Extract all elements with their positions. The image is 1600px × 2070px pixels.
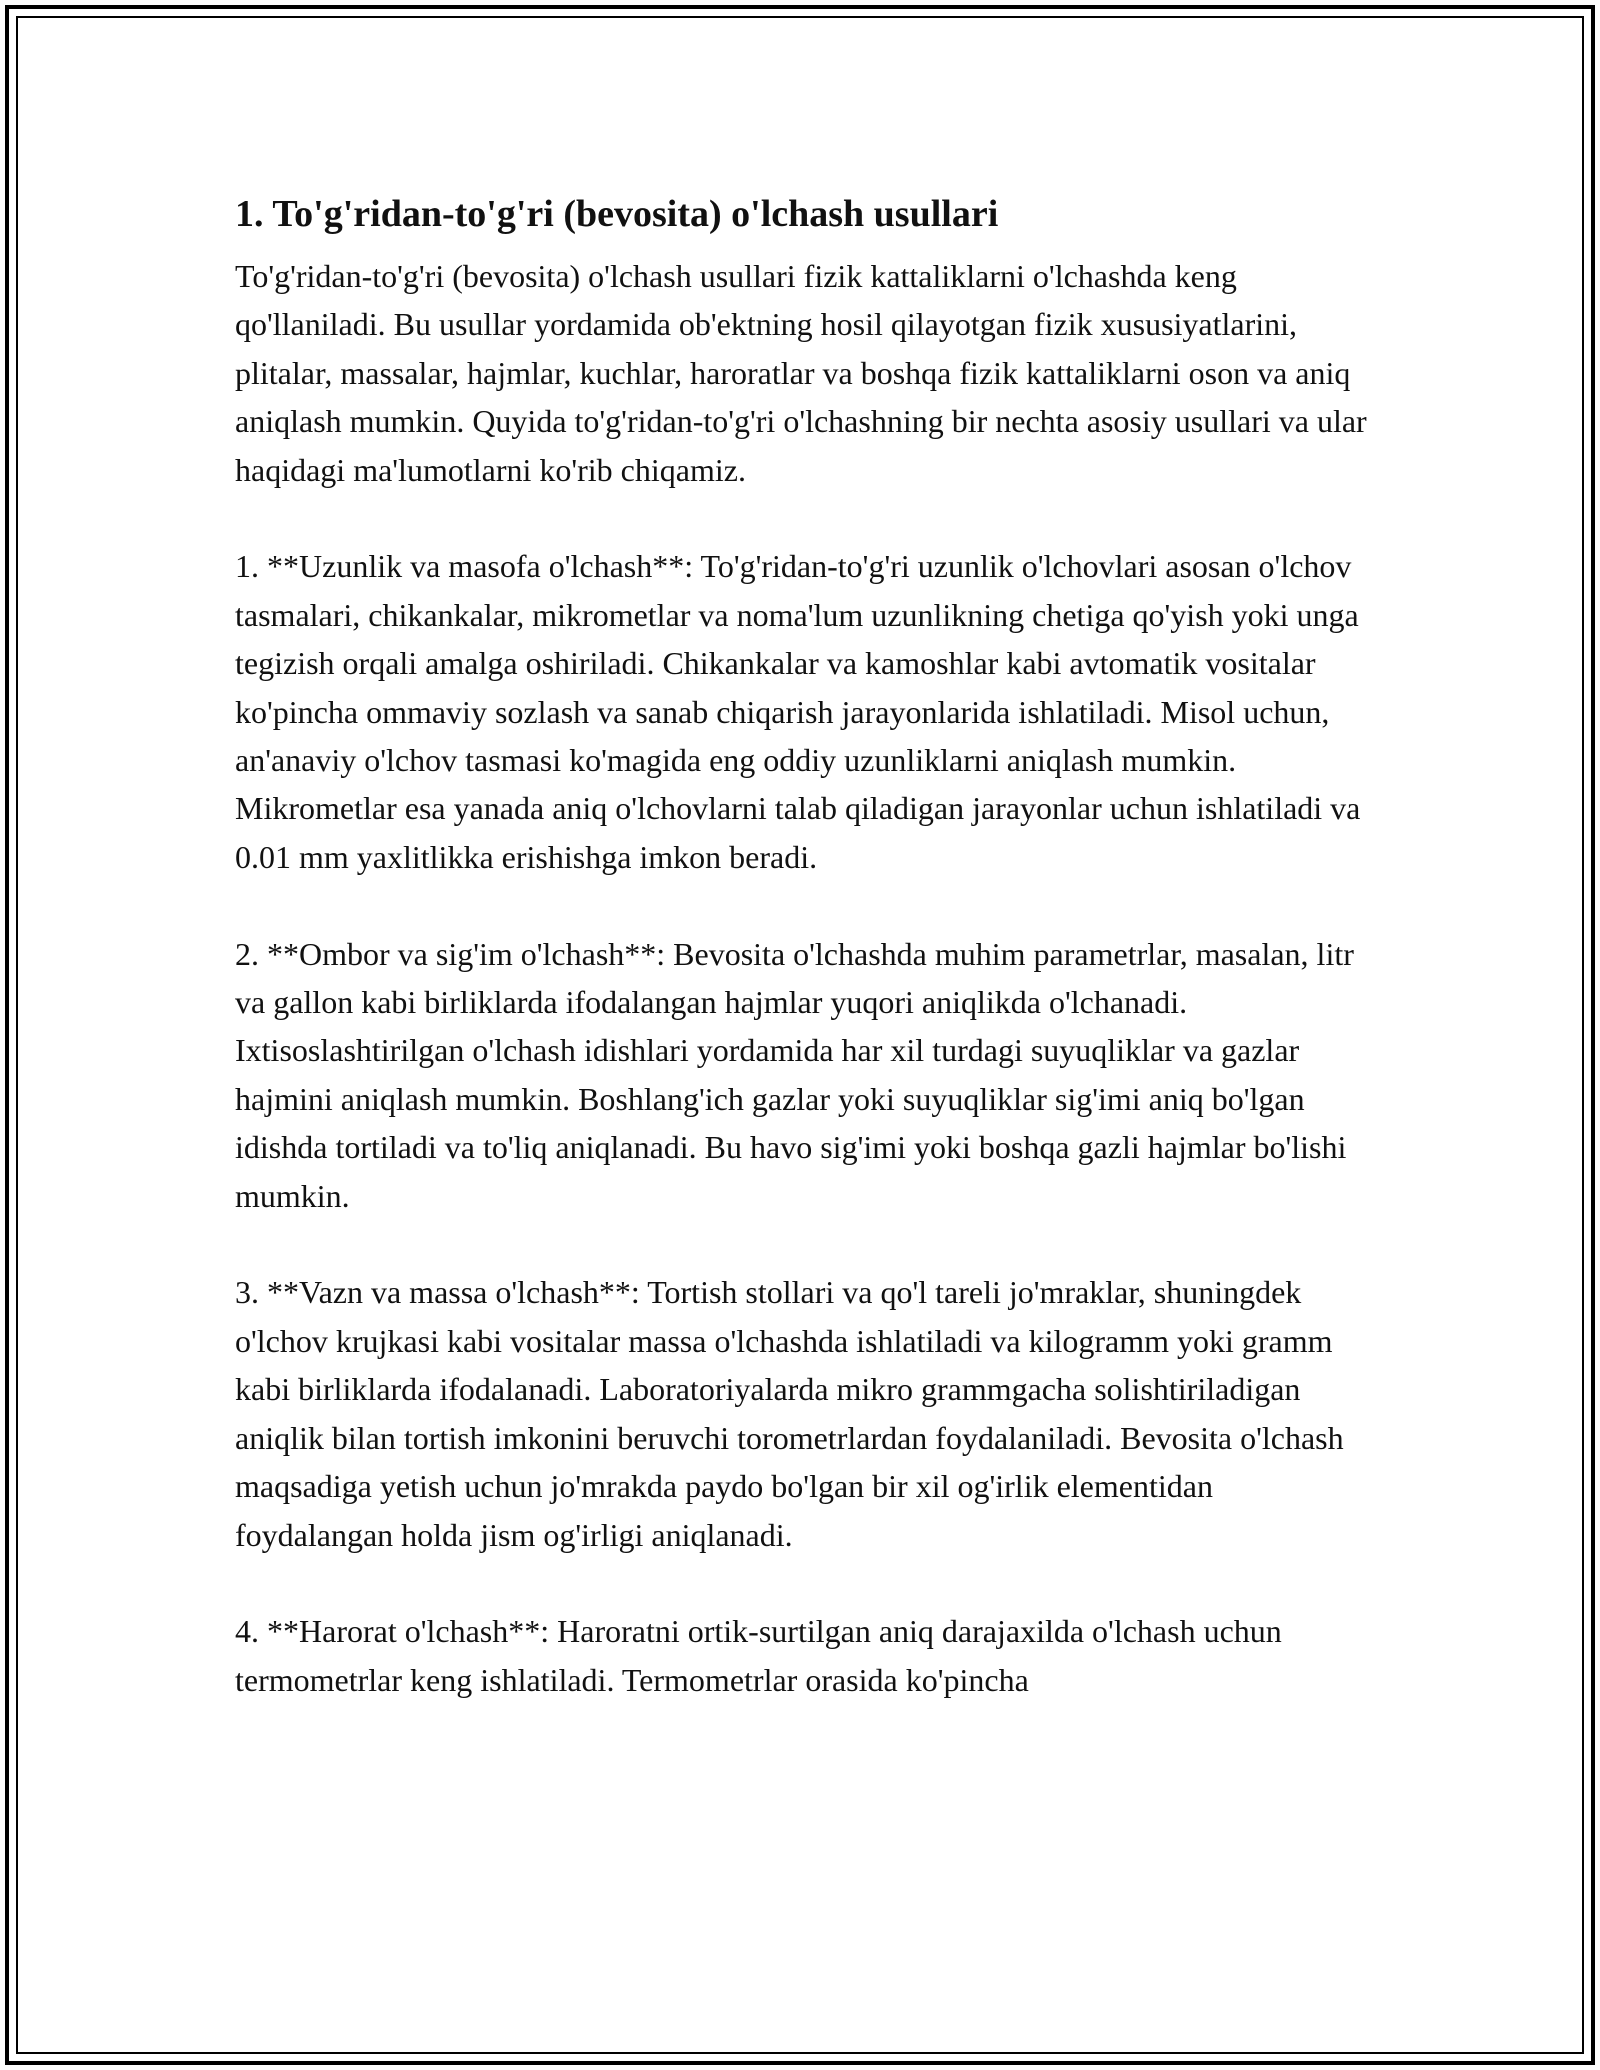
paragraph-volume-measurement: 2. **Ombor va sig'im o'lchash**: Bevosita o'lchashda muhim parametrlar, masalan, litr va gallon kabi birliklarda ifodalangan hajmlar yuqori aniqlikda o'lchanadi. Ixtisoslashtirilgan o'lchash idishlari yordamida har xil turdagi suyuqliklar va gazlar hajmini aniqlash mumkin. Boshlang'ich gazlar yoki suyuqliklar sig'imi aniq bo'lgan idishda tortiladi va to'liq aniqlanadi. Bu havo sig'imi yoki boshqa gazli hajmlar bo'lishi mumkin. bbox=[235, 935, 1354, 1214]
paragraph-intro: To'g'ridan-to'g'ri (bevosita) o'lchash usullari fizik kattaliklarni o'lchashda keng qo'llaniladi. Bu usullar yordamida ob'ektning hosil qilayotgan fizik xususiyatlarini, plitalar, massalar, hajmlar, kuchlar, haroratlar va boshqa fizik kattaliklarni oson va aniq aniqlash mumkin. Quyida to'g'ridan-to'g'ri o'lchashning bir nechta asosiy usullari va ular haqidagi ma'lumotlarni ko'rib chiqamiz. bbox=[235, 258, 1367, 488]
document-body bbox=[235, 186, 1375, 1753]
section-title: 1. To'g'ridan-to'g'ri (bevosita) o'lchash usullari bbox=[235, 193, 999, 235]
paragraph-length-measurement: 1. **Uzunlik va masofa o'lchash**: To'g'ridan-to'g'ri uzunlik o'lchovlari asosan o'lchov tasmalari, chikankalar, mikrometlar va noma'lum uzunlikning chetiga qo'yish yoki unga tegizish orqali amalga oshiriladi. Chikankalar va kamoshlar kabi avtomatik vositalar ko'pincha ommaviy sozlash va sanab chiqarish jarayonlarida ishlatiladi. Misol uchun, an'anaviy o'lchov tasmasi ko'magida eng oddiy uzunliklarni aniqlash mumkin. Mikrometlar esa yanada aniq o'lchovlarni talab qiladigan jarayonlar uchun ishlatiladi va 0.01 mm yaxlitlikka erishishga imkon beradi. bbox=[235, 548, 1361, 875]
paragraph-temperature-measurement: 4. **Harorat o'lchash**: Haroratni ortik-surtilgan aniq darajaxilda o'lchash uchun termometrlar keng ishlatiladi. Termometrlar orasida ko'pincha bbox=[235, 1613, 1282, 1698]
paragraph-mass-measurement: 3. **Vazn va massa o'lchash**: Tortish stollari va qo'l tareli jo'mraklar, shuningdek o'lchov krujkasi kabi vositalar massa o'lchashda ishlatiladi va kilogramm yoki gramm kabi birliklarda ifodalanadi. Laboratoriyalarda mikro grammgacha solishtiriladigan aniqlik bilan tortish imkonini beruvchi torometrlardan foydalaniladi. Bevosita o'lchash maqsadiga yetish uchun jo'mrakda paydo bo'lgan bir xil og'irlik elementidan foydalangan holda jism og'irligi aniqlanadi. bbox=[235, 1274, 1344, 1553]
